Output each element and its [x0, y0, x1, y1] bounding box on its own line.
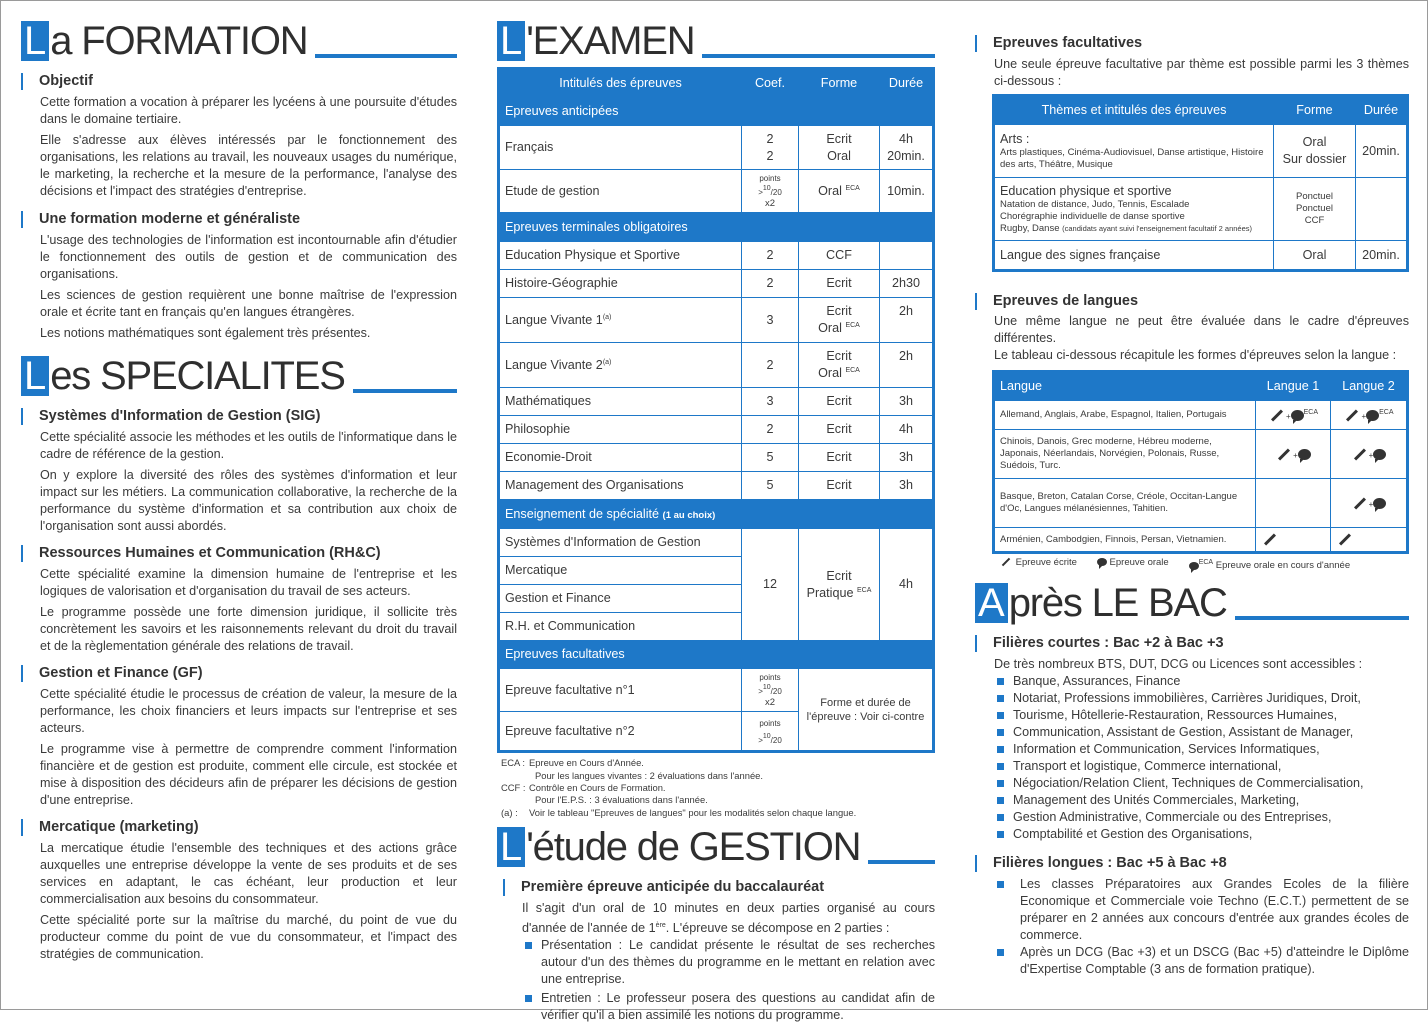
- col-header: Coef.: [742, 69, 799, 98]
- facultatives-title: Epreuves facultatives: [975, 35, 1409, 52]
- speech-bubble-icon: [1291, 410, 1304, 421]
- forme-cell: Ecrit: [799, 472, 880, 500]
- theme-cell: Langue des signes française: [994, 241, 1274, 271]
- coef-cell: 3: [742, 298, 799, 343]
- forme-cell: Ecrit: [799, 444, 880, 472]
- list-item: Présentation : Le candidat présente le résultat de ses recherches autour d'un des thèmes du programme en le mettant en relation avec une entreprise.: [503, 937, 935, 988]
- heading-rule: [702, 54, 935, 58]
- langues-table: [992, 370, 1409, 554]
- col-header: Durée: [880, 69, 934, 98]
- section-row: Epreuves anticipées: [499, 98, 934, 126]
- column-right: [975, 1, 1409, 978]
- pencil-icon: [1354, 497, 1366, 509]
- rhc-paragraph: Cette spécialité examine la dimension humaine de l'entreprise et les logiques de valorisation et d'organisation du travail de ses acteurs.: [40, 567, 457, 598]
- heading-text: 'étude de GESTION: [526, 825, 861, 870]
- pencil-icon: [1271, 409, 1283, 421]
- sig-title: Systèmes d'Information de Gestion (SIG): [21, 408, 457, 425]
- gf-title: Gestion et Finance (GF): [21, 665, 457, 682]
- gf-paragraph: Le programme vise à permettre de comprendre comment l'information financière et de gestion est produite, comment elle circule, est stockée et mise à disposition des décideurs afin de préparer les décisions de gestion d'une entreprise.: [40, 742, 457, 807]
- table-row: [499, 529, 934, 557]
- col-header: Forme: [1274, 96, 1356, 125]
- epreuve-name: Philosophie: [499, 416, 742, 444]
- list-item: Négociation/Relation Client, Techniques de Commercialisation,: [975, 775, 1409, 792]
- speech-bubble-icon: [1373, 449, 1386, 460]
- table-row: [499, 444, 934, 472]
- coef-cell: 2: [742, 270, 799, 298]
- objectif-paragraph: Cette formation a vocation à préparer les lycéens à une poursuite d'études dans le domaine tertiaire.: [40, 95, 457, 126]
- duree-cell: 3h: [880, 472, 934, 500]
- moderne-title: Une formation moderne et généraliste: [21, 211, 457, 228]
- col-header: Intitulés des épreuves: [499, 69, 742, 98]
- list-item: Information et Communication, Services Informatiques,: [975, 741, 1409, 758]
- moderne-paragraph: L'usage des technologies de l'information est incontournable afin d'étudier le fonctionnement des outils de gestion et de communication des organisations.: [40, 233, 457, 281]
- langue-cell: Allemand, Anglais, Arabe, Espagnol, Italien, Portugais: [994, 401, 1256, 430]
- theme-cell: Education physique et sportive Natation de distance, Judo, Tennis, Escalade Chorégraphie individuelle de danse sportive Rugby, Danse (candidats ayant suivi l'enseignement facultatif 2 années): [994, 178, 1274, 241]
- table-row: [499, 170, 934, 213]
- heading-text: a FORMATION: [50, 19, 308, 63]
- examen-heading: [497, 15, 935, 61]
- courtes-paragraph: De très nombreux BTS, DUT, DCG ou Licences sont accessibles :: [994, 657, 1363, 672]
- column-left: [21, 1, 457, 963]
- epreuve-name: Epreuve facultative n°2: [499, 712, 742, 752]
- objectif-paragraph: Elle s'adresse aux élèves intéressés par le fonctionnement des organisations, les relations au travail, les nouveaux usages du numérique, le marketing, la recherche et la mesure de la performance, l'analyse des décisions et l'impact des stratégies d'entreprise.: [40, 133, 457, 198]
- table-row: [499, 472, 934, 500]
- langues-legend: Epreuve écrite Epreuve orale $^{ECA}$ Epreuve orale en cours d'année: [975, 557, 1409, 572]
- table-row: [994, 125, 1408, 178]
- section-row: Epreuves terminales obligatoires: [499, 213, 934, 242]
- heading-text: près LE BAC: [1008, 581, 1227, 626]
- epreuve-name: Langue Vivante 1$^{(a)}$: [499, 298, 742, 343]
- mercatique-paragraph: Cette spécialité porte sur la maîtrise du marché, du point de vue du producteur comme du point de vue du consommateur, et l'impact des stratégies de communication.: [40, 913, 457, 961]
- pencil-icon: [1264, 534, 1276, 546]
- pencil-icon: [1346, 409, 1358, 421]
- sig-paragraph: Cette spécialité associe les méthodes et les outils de l'informatique dans le cadre de référence de la gestion.: [40, 430, 457, 461]
- epreuve-name: Management des Organisations: [499, 472, 742, 500]
- duree-cell: 4h: [880, 416, 934, 444]
- specialite-name: Mercatique: [499, 557, 742, 585]
- sig-paragraph: On y explore la diversité des rôles des systèmes d'information et leur impact sur les métiers. La communication collaborative, la recherche de la performance du système d'information et sa contribution aux choix de l'organisation sont aussi abordés.: [40, 468, 457, 533]
- list-item: Transport et logistique, Commerce international,: [975, 758, 1409, 775]
- langue2-cell: +: [1331, 479, 1408, 528]
- table-row: [499, 270, 934, 298]
- formation-heading: [21, 15, 457, 61]
- table-row: [499, 388, 934, 416]
- epreuve-name: Etude de gestion: [499, 170, 742, 213]
- heading-initial: L: [497, 21, 525, 61]
- forme-cell: Oral $^{ECA}$: [799, 170, 880, 213]
- heading-initial: A: [975, 583, 1008, 623]
- duree-cell: 2h30: [880, 270, 934, 298]
- forme-cell: Ecrit: [799, 388, 880, 416]
- table-row: [499, 298, 934, 343]
- objectif-title: Objectif: [21, 73, 457, 90]
- duree-cell: 10min.: [880, 170, 934, 213]
- specialites-heading: [21, 350, 457, 396]
- epreuve-name: Histoire-Géographie: [499, 270, 742, 298]
- langue-cell: Basque, Breton, Catalan Corse, Créole, Occitan-Langue d'Oc, Langues mélanésiennes, Tahitien.: [994, 479, 1256, 528]
- speech-bubble-icon: [1298, 449, 1311, 460]
- coef-cell: points >$^{10}$/20 x2: [742, 170, 799, 213]
- table-row: [499, 126, 934, 170]
- duree-cell: 3h: [880, 444, 934, 472]
- coef-cell: 2: [742, 416, 799, 444]
- table-row: [499, 416, 934, 444]
- longues-title: Filières longues : Bac +5 à Bac +8: [975, 855, 1409, 872]
- specialite-name: Gestion et Finance: [499, 585, 742, 613]
- table-row: [994, 401, 1408, 430]
- gf-paragraph: Cette spécialité étudie le processus de création de valeur, la mesure de la performance, les choix financiers et leurs impacts sur l'entreprise et ses acteurs.: [40, 687, 457, 735]
- examen-table: [497, 67, 935, 753]
- etude-paragraph: Il s'agit d'un oral de 10 minutes en deux parties organisé au cours d'année de l'année de 1ère. L'épreuve se décompose en 2 parties :: [522, 901, 935, 936]
- langue1-cell: [1256, 479, 1331, 528]
- speech-bubble-icon: [1189, 562, 1199, 570]
- table-row: [994, 178, 1408, 241]
- rhc-paragraph: Le programme possède une forte dimension juridique, il sollicite très concrètement les savoirs et les raisonnements relevant du droit du travail et de la règlementation générale des relations de travail.: [40, 605, 457, 653]
- pencil-icon: [1002, 558, 1010, 566]
- examen-notes: ECA : Epreuve en Cours d'Année. Pour les langues vivantes : 2 évaluations dans l'année. CCF : Contrôle en Cours de Formation. Pour l'E.P.S. : 3 évaluations dans l'année. (a) : Voir le tableau "Epreuves de langues" pour les modalités selon chaque langue.: [501, 757, 857, 818]
- duree-cell: 20min.: [1356, 125, 1408, 178]
- langue2-cell: +: [1331, 430, 1408, 479]
- col-header: Langue: [994, 372, 1256, 401]
- coef-cell: 2 2: [742, 126, 799, 170]
- forme-cell: Ecrit Pratique $^{ECA}$: [799, 529, 880, 641]
- list-item: Banque, Assurances, Finance: [975, 673, 1409, 690]
- table-row: [994, 528, 1408, 553]
- coef-cell: 3: [742, 388, 799, 416]
- forme-cell: Ecrit: [799, 270, 880, 298]
- pencil-icon: [1354, 448, 1366, 460]
- apres-heading: [975, 577, 1409, 626]
- forme-cell: Ponctuel Ponctuel CCF: [1274, 178, 1356, 241]
- list-item: Après un DCG (Bac +3) et un DSCG (Bac +5) d'atteindre le Diplôme d'Expertise Comptable (3 ans de formation pratique).: [975, 944, 1409, 978]
- courtes-title: Filières courtes : Bac +2 à Bac +3: [975, 635, 1409, 652]
- duree-cell: 20min.: [1356, 241, 1408, 271]
- langue1-cell: +: [1256, 430, 1331, 479]
- courtes-list: [975, 673, 1409, 843]
- langue1-cell: + $^{ECA}$: [1256, 401, 1331, 430]
- heading-text: es SPECIALITES: [50, 354, 345, 398]
- forme-cell: Ecrit Oral $^{ECA}$: [799, 298, 880, 343]
- pencil-icon: [1339, 534, 1351, 546]
- epreuve-name: Education Physique et Sportive: [499, 242, 742, 270]
- forme-cell: Ecrit Oral: [799, 126, 880, 170]
- heading-initial: L: [21, 356, 49, 396]
- heading-rule: [1235, 616, 1409, 620]
- langue2-cell: [1331, 528, 1408, 553]
- langue2-cell: + $^{ECA}$: [1331, 401, 1408, 430]
- list-item: Tourisme, Hôtellerie-Restauration, Ressources Humaines,: [975, 707, 1409, 724]
- col-header: Langue 2: [1331, 372, 1408, 401]
- etude-heading: [497, 821, 935, 870]
- duree-cell: 2h: [880, 298, 934, 343]
- col-header: Forme: [799, 69, 880, 98]
- forme-cell: Oral Sur dossier: [1274, 125, 1356, 178]
- forme-cell: CCF: [799, 242, 880, 270]
- heading-initial: L: [21, 21, 49, 61]
- list-item: Entretien : Le professeur posera des questions au candidat afin de vérifier qu'il a bien assimilé les notions du programme.: [503, 990, 935, 1024]
- section-row: Epreuves facultatives: [499, 641, 934, 669]
- list-item: Management des Unités Commerciales, Marketing,: [975, 792, 1409, 809]
- coef-cell: 5: [742, 472, 799, 500]
- moderne-paragraph: Les sciences de gestion requièrent une bonne maîtrise de l'expression orale et écrite tant en français qu'en langues étrangères.: [40, 288, 457, 319]
- facultatives-table: [992, 94, 1409, 272]
- duree-cell: 4h 20min.: [880, 126, 934, 170]
- rhc-title: Ressources Humaines et Communication (RH&C): [21, 545, 457, 562]
- list-item: Les classes Préparatoires aux Grandes Ecoles de la filière Economique et Commerciale voie Techno (E.C.T.) permettent de se préparer en 2 années aux concours d'entrée aux grandes écoles de commerce.: [975, 876, 1409, 944]
- specialite-name: Systèmes d'Information de Gestion: [499, 529, 742, 557]
- table-row: [994, 479, 1408, 528]
- forme-cell: Forme et durée de l'épreuve : Voir ci-contre: [799, 669, 934, 752]
- langues-paragraph: Une même langue ne peut être évaluée dans le cadre d'épreuves différentes.: [994, 314, 1409, 345]
- column-middle: [497, 1, 935, 1024]
- coef-cell: 12: [742, 529, 799, 641]
- forme-cell: Ecrit: [799, 416, 880, 444]
- table-row: [499, 343, 934, 388]
- heading-rule: [353, 389, 457, 393]
- mercatique-title: Mercatique (marketing): [21, 819, 457, 836]
- speech-bubble-icon: [1097, 558, 1107, 566]
- table-row: [994, 241, 1408, 271]
- epreuve-name: Français: [499, 126, 742, 170]
- langues-paragraph: Le tableau ci-dessous récapitule les formes d'épreuves selon la langue :: [994, 348, 1397, 362]
- heading-rule: [868, 860, 935, 864]
- heading-rule: [315, 54, 457, 58]
- col-header: Durée: [1356, 96, 1408, 125]
- list-item: Gestion Administrative, Commerciale ou des Entreprises,: [975, 809, 1409, 826]
- coef-cell: points >$^{10}$/20: [742, 712, 799, 752]
- speech-bubble-icon: [1366, 410, 1379, 421]
- speech-bubble-icon: [1373, 498, 1386, 509]
- coef-cell: 2: [742, 343, 799, 388]
- langue-cell: Arménien, Cambodgien, Finnois, Persan, Vietnamien.: [994, 528, 1256, 553]
- duree-cell: 3h: [880, 388, 934, 416]
- list-item: Comptabilité et Gestion des Organisations,: [975, 826, 1409, 843]
- theme-cell: Arts : Arts plastiques, Cinéma-Audiovisuel, Danse artistique, Histoire des arts, Théâtre, Musique: [994, 125, 1274, 178]
- langues-title: Epreuves de langues: [975, 293, 1409, 310]
- col-header: Thèmes et intitulés des épreuves: [994, 96, 1274, 125]
- list-item: Communication, Assistant de Gestion, Assistant de Manager,: [975, 724, 1409, 741]
- col-header: Langue 1: [1256, 372, 1331, 401]
- list-item: Notariat, Professions immobilières, Carrières Juridiques, Droit,: [975, 690, 1409, 707]
- etude-subtitle: Première épreuve anticipée du baccalauréat: [503, 879, 935, 896]
- specialite-name: R.H. et Communication: [499, 613, 742, 641]
- epreuve-name: Langue Vivante 2$^{(a)}$: [499, 343, 742, 388]
- mercatique-paragraph: La mercatique étudie l'ensemble des techniques et des actions grâce auxquelles une entreprise développe la vente de ses produits et de ses services en adaptant, le cas échéant, leur production et leur commercialisation aux besoins du consommateur.: [40, 841, 457, 906]
- heading-text: 'EXAMEN: [526, 19, 695, 63]
- duree-cell: 4h: [880, 529, 934, 641]
- coef-cell: points >$^{10}$/20 x2: [742, 669, 799, 712]
- table-row: [499, 242, 934, 270]
- coef-cell: 2: [742, 242, 799, 270]
- epreuve-name: Epreuve facultative n°1: [499, 669, 742, 712]
- forme-cell: Oral: [1274, 241, 1356, 271]
- section-row: Enseignement de spécialité (1 au choix): [499, 500, 934, 529]
- duree-cell: [880, 242, 934, 270]
- pencil-icon: [1278, 448, 1290, 460]
- coef-cell: 5: [742, 444, 799, 472]
- heading-initial: L: [497, 827, 525, 867]
- moderne-paragraph: Les notions mathématiques sont également très présentes.: [40, 326, 371, 340]
- epreuve-name: Economie-Droit: [499, 444, 742, 472]
- duree-cell: 2h: [880, 343, 934, 388]
- langue1-cell: [1256, 528, 1331, 553]
- table-row: [994, 430, 1408, 479]
- forme-cell: Ecrit Oral $^{ECA}$: [799, 343, 880, 388]
- facultatives-paragraph: Une seule épreuve facultative par thème est possible parmi les 3 thèmes ci-dessous :: [994, 57, 1409, 88]
- epreuve-name: Mathématiques: [499, 388, 742, 416]
- table-row: [499, 669, 934, 712]
- langue-cell: Chinois, Danois, Grec moderne, Hébreu moderne, Japonais, Néerlandais, Norvégien, Polonais, Russe, Suédois, Turc.: [994, 430, 1256, 479]
